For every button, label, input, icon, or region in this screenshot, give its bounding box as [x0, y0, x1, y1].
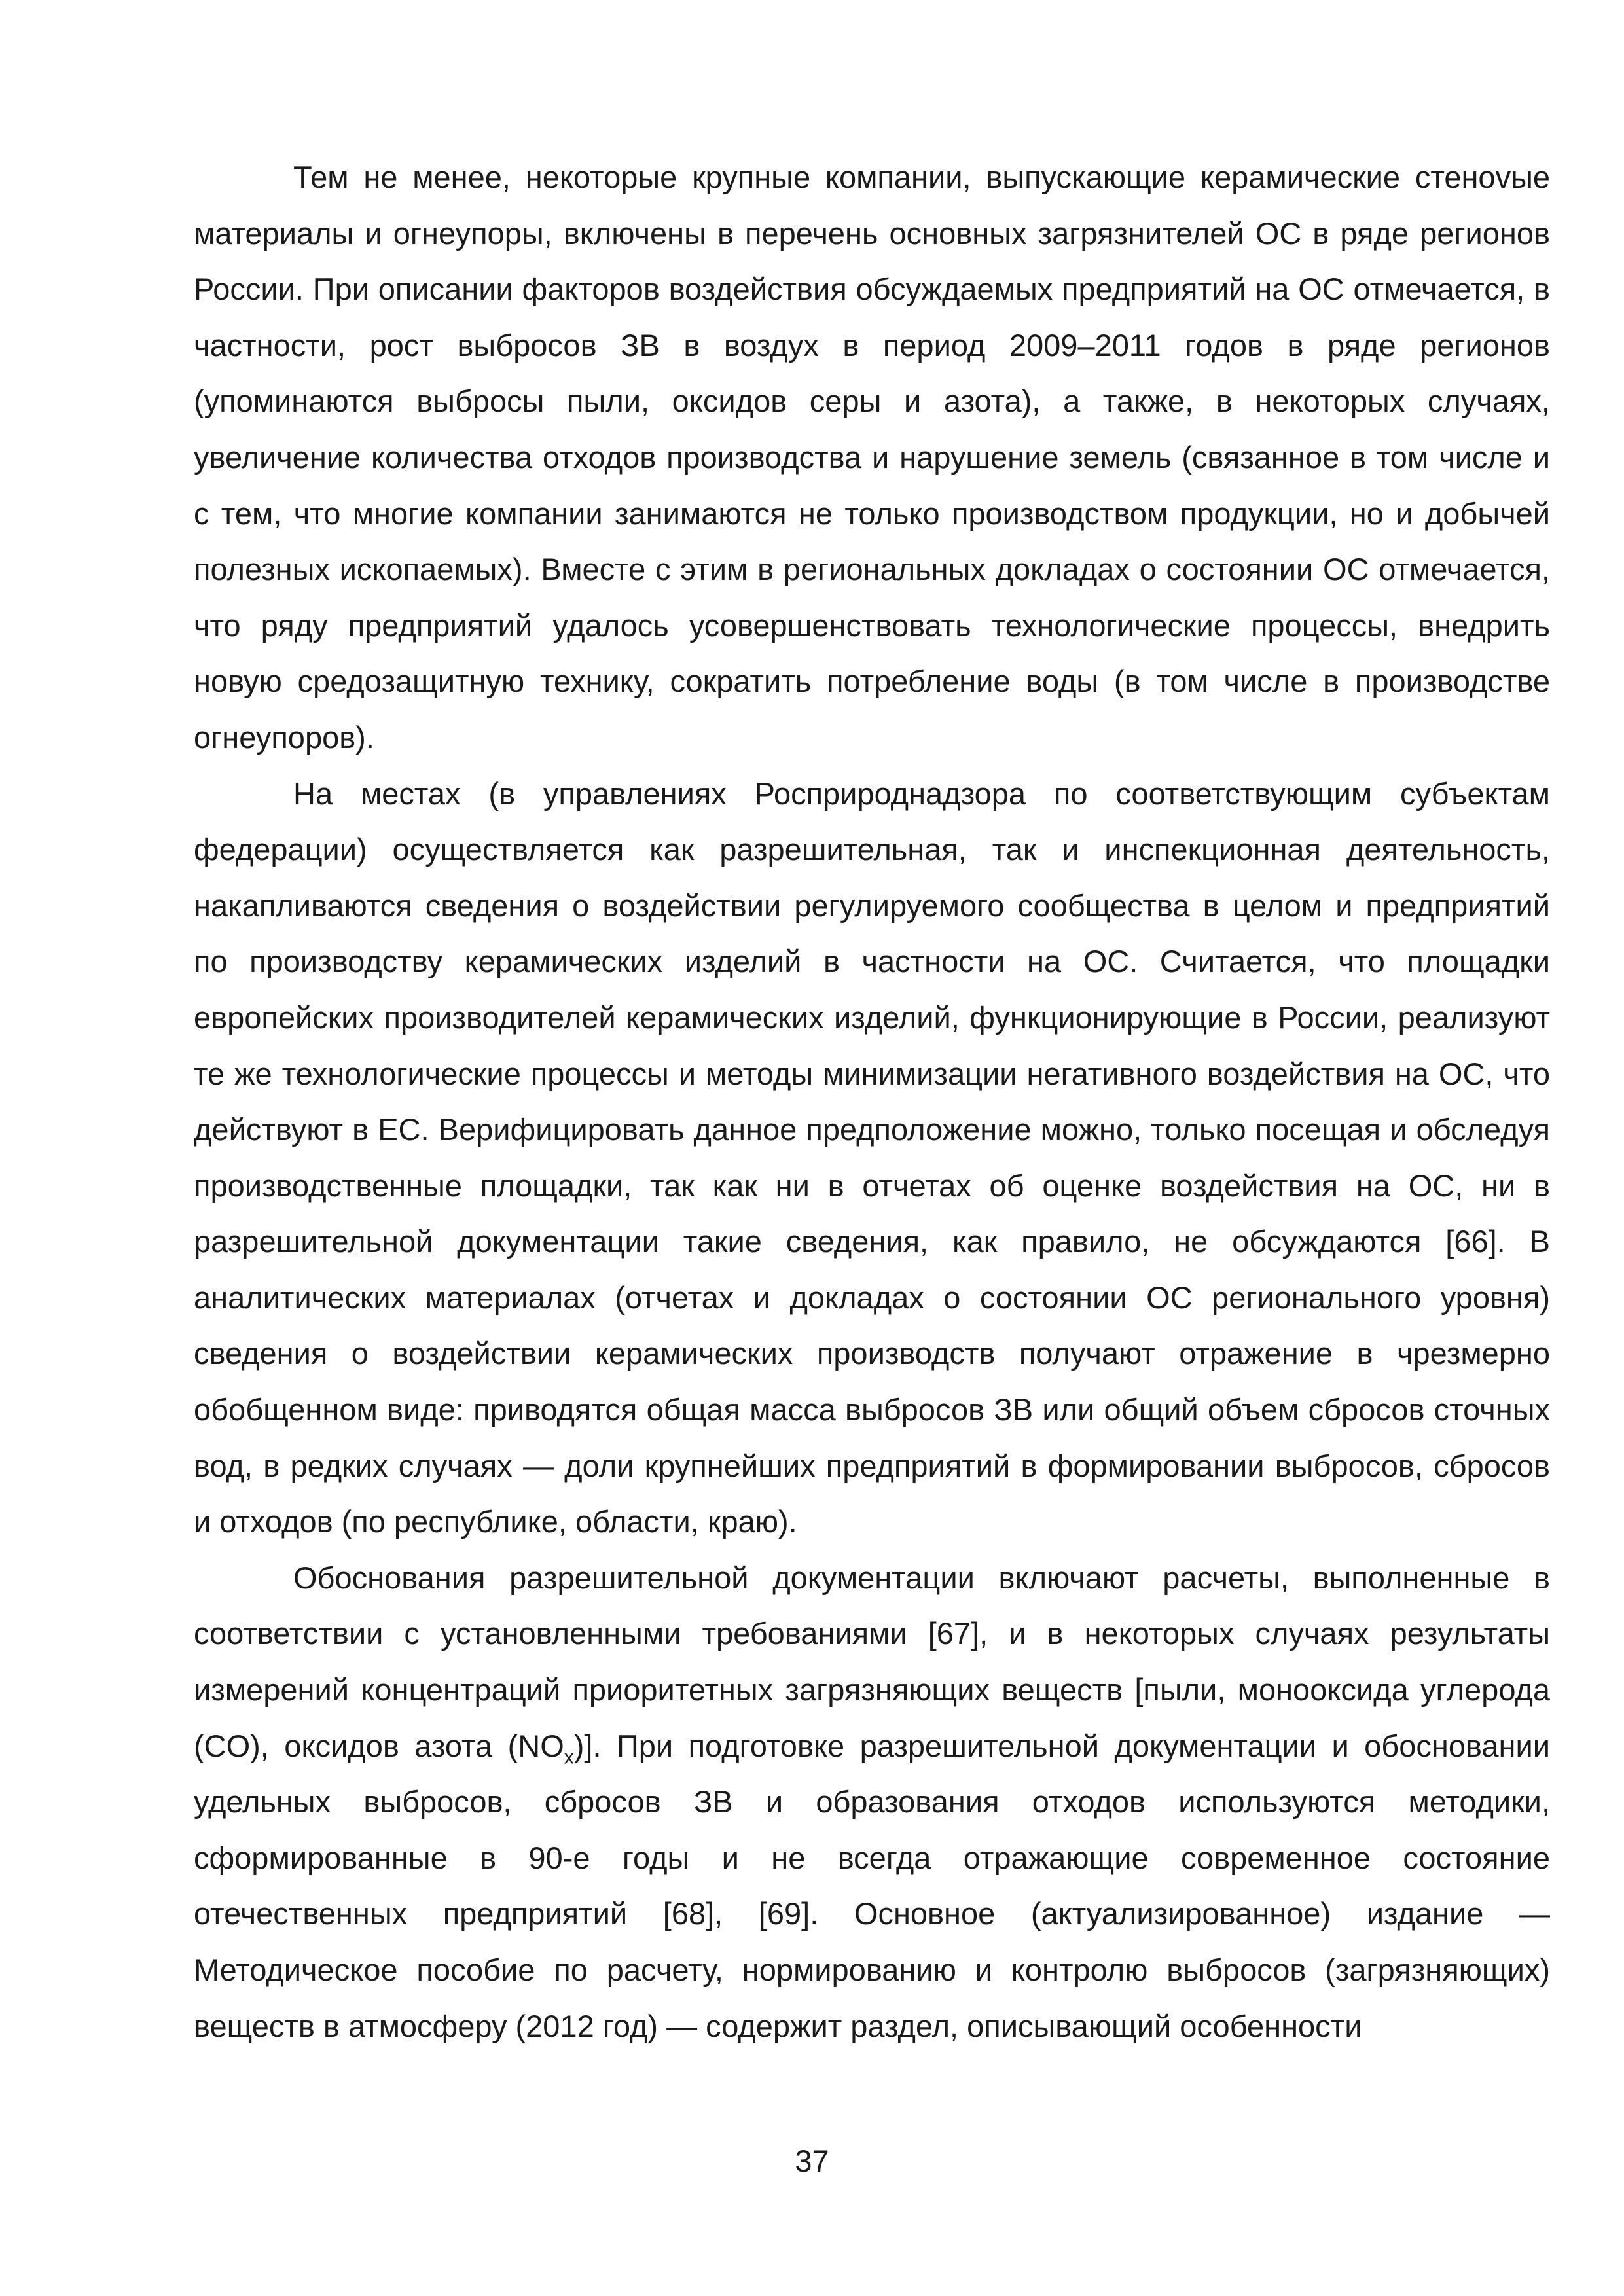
paragraph-2: На местах (в управлениях Росприроднадзора по соответствующим субъектам федерации) осуществляется как разрешительная, так и инспекционная деятельность, накапливаются сведения о воздействии регулируемого сообщества в целом и предприятий по производству керамических изделий в частности на ОС. Считается, что площадки европейских производителей керамических изделий, функционирующие в России, реализуют те же технологические процессы и методы минимизации негативного воздействия на ОС, что действуют в ЕС. Верифицировать данное предположение можно, только посещая и обследуя производственные площадки, так как ни в отчетах об оценке воздействия на ОС, ни в разрешительной документации такие сведения, как правило, не обсуждаются [66]. В аналитических материалах (отчетах и докладах о состоянии ОС регионального уровня) сведения о воздействии керамических производств получают отражение в чрезмерно обобщенном виде: приводятся общая масса выбросов ЗВ или общий объем сбросов сточных вод, в редких случаях — доли крупнейших предприятий в формировании выбросов, сбросов и отходов (по республике, области, краю). [194, 776, 1550, 1539]
paragraph-3 [194, 1550, 1550, 2054]
page-body [194, 149, 1550, 2054]
paragraph-1: Тем не менее, некоторые крупные компании, выпускающие керамические стеноvые материалы и огнеупоры, включены в перечень основных загрязнителей ОС в ряде регионов России. При описании факторов воздействия обсуждаемых предприятий на ОС отмечается, в частности, рост выбросов ЗВ в воздух в период 2009–2011 годов в ряде регионов (упоминаются выбросы пыли, оксидов серы и азота), а также, в некоторых случаях, увеличение количества отходов производства и нарушение земель (связанное в том числе и с тем, что многие компании занимаются не только производством продукции, но и добычей полезных ископаемых). Вместе с этим в региональных докладах о состоянии ОС отмечается, что ряду предприятий удалось усовершенствовать технологические процессы, внедрить новую средозащитную технику, сократить потребление воды (в том числе в производстве огнеупоров). [194, 160, 1550, 755]
nox-subscript: x [564, 1746, 574, 1768]
paragraph-3-text-end: )]. При подготовке разрешительной документации и обосновании удельных выбросов, сбросов ЗВ и образования отходов используются методики, сформированные в 90-е годы и не всегда отражающие современное состояние отечественных предприятий [68], [69]. Основное (актуализированное) издание — Методическое пособие по расчету, нормированию и контролю выбросов (загрязняющих) веществ в атмосферу (2012 год) — содержит раздел, описывающий особенности [194, 1728, 1550, 2043]
paragraph-3-text-start: Обоснования разрешительной документации включают расчеты, выполненные в соответствии с установленными требованиями [67], и в некоторых случаях результаты измерений концентраций приоритетных загрязняющих веществ [пыли, монооксида углерода (CO), оксидов азота (NO [194, 1560, 1550, 1763]
page-number: 37 [795, 2144, 829, 2178]
